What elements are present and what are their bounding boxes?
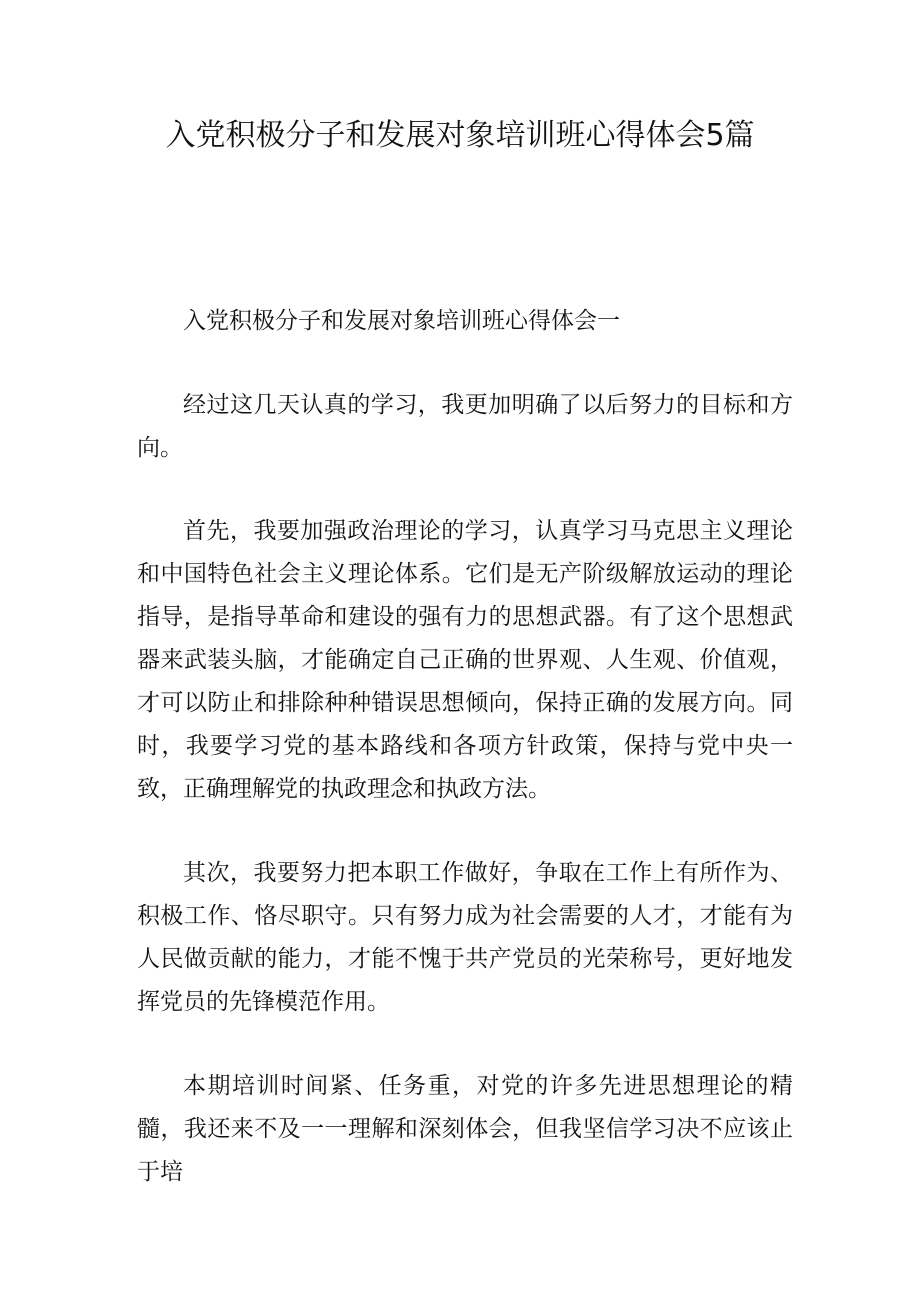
paragraph-4: 本期培训时间紧、任务重，对党的许多先进思想理论的精髓，我还来不及一一理解和深刻体会，但我坚信学习决不应该止于培 [137,1073,793,1185]
section-heading: 入党积极分子和发展对象培训班心得体会一 [183,308,620,334]
paragraph-3: 其次，我要努力把本职工作做好，争取在工作上有所作为、积极工作、恪尽职守。只有努力成为社会需要的人才，才能有为人民做贡献的能力，才能不愧于共产党员的光荣称号，更好地发挥党员的先锋模范作用。 [137,860,793,1015]
document-title: 入党积极分子和发展对象培训班心得体会5篇 [165,118,755,153]
paragraph-2: 首先，我要加强政治理论的学习，认真学习马克思主义理论和中国特色社会主义理论体系。它们是无产阶级解放运动的理论指导，是指导革命和建设的强有力的思想武器。有了这个思想武器来武装头脑，才能确定自己正确的世界观、人生观、价值观，才可以防止和排除种种错误思想倾向，保持正确的发展方向。同时，我要学习党的基本路线和各项方针政策，保持与党中央一致，正确理解党的执政理念和执政方法。 [137,518,793,802]
paragraph-1: 经过这几天认真的学习，我更加明确了以后努力的目标和方向。 [137,392,793,461]
